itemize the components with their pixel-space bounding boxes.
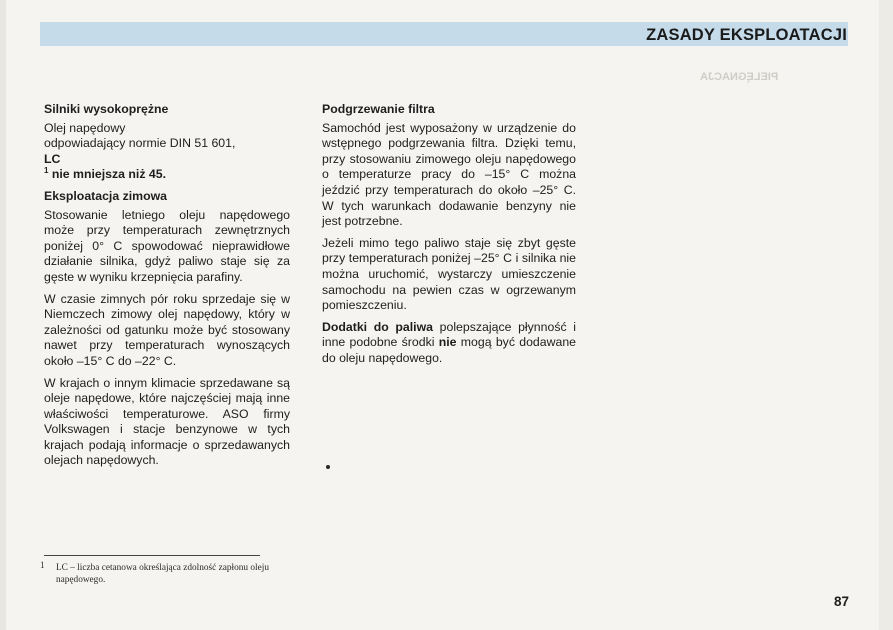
section-heading-diesel: Silniki wysokoprężne: [44, 102, 169, 116]
footnote-marker: 1: [40, 560, 45, 570]
page-number: 87: [833, 594, 849, 609]
footnote-divider: [44, 555, 260, 556]
paragraph: W krajach o innym klimacie sprzedawane są oleje napędowe, które najczęściej mają inne właściwości temperaturowe. ASO firmy Volkswagen i stacje benzynowe w tych krajach podają informacje o sprzedawanych olejach napędowych.: [44, 375, 290, 468]
paragraph: W czasie zimnych pór roku sprzedaje się w Niemczech zimowy olej napędowy, który w zależności od gatunku może być stosowany nawet przy temperaturach wynoszących około –15° C do –22° C.: [44, 291, 290, 368]
page-edge-right: [879, 0, 893, 630]
additives-negation: nie: [438, 335, 457, 350]
left-column: [44, 102, 290, 475]
diesel-spec-line-2: odpowiadający normie DIN 51 601,: [44, 136, 236, 151]
diesel-spec-line-1: Olej napędowy: [44, 120, 126, 135]
cetane-requirement: [44, 152, 290, 183]
right-column: [322, 102, 576, 373]
paragraph: Stosowanie letniego oleju napędowego może przy temperaturach zewnętrznych poniżej 0° C spowodować nieprawidłowe działanie silnika, gdyż paliwo staje się za gęste w wyniku krzepnięcia parafiny.: [44, 207, 290, 284]
footnote-ref: 1: [44, 166, 49, 176]
show-through-text: PIELĘGNACJA: [700, 71, 779, 83]
bullet-dot: [326, 465, 330, 469]
fuel-additives-paragraph: [322, 320, 576, 367]
additives-term: Dodatki do paliwa: [322, 319, 433, 334]
paragraph: Jeżeli mimo tego paliwo staje się zbyt gęste przy temperaturach poniżej –25° C i silnika nie można uruchomić, wystarczy umieszczenie samochodu na pewien czas w ogrzewanym pomieszczeniu.: [322, 235, 576, 313]
page-title: ZASADY EKSPLOATACJI: [646, 26, 847, 44]
lc-label: LC: [44, 151, 61, 166]
section-heading-filter-heating: Podgrzewanie filtra: [322, 102, 435, 116]
paragraph: Samochód jest wyposażony w urządzenie do wstępnego podgrzewania filtra. Dzięki temu, przy stosowaniu zimowego oleju napędowego o temperaturze pracy do –15° C można jeździć przy temperaturach do około –25° C. W tych warunkach dodawanie benzyny nie jest potrzebne.: [322, 120, 576, 229]
page-edge-left: [0, 0, 6, 630]
lc-value: nie mniejsza niż 45.: [48, 167, 167, 182]
additives-text-2: mogą być dodawane do oleju napędowego.: [322, 335, 576, 365]
diesel-spec: [44, 121, 290, 183]
footnote: [40, 562, 298, 586]
additives-text-1: polepszające płynność i inne podobne środki: [322, 319, 576, 350]
footnote-text: LC – liczba cetanowa określająca zdolność zapłonu oleju napędowego.: [56, 563, 269, 585]
section-heading-winter: Eksploatacja zimowa: [44, 188, 168, 203]
